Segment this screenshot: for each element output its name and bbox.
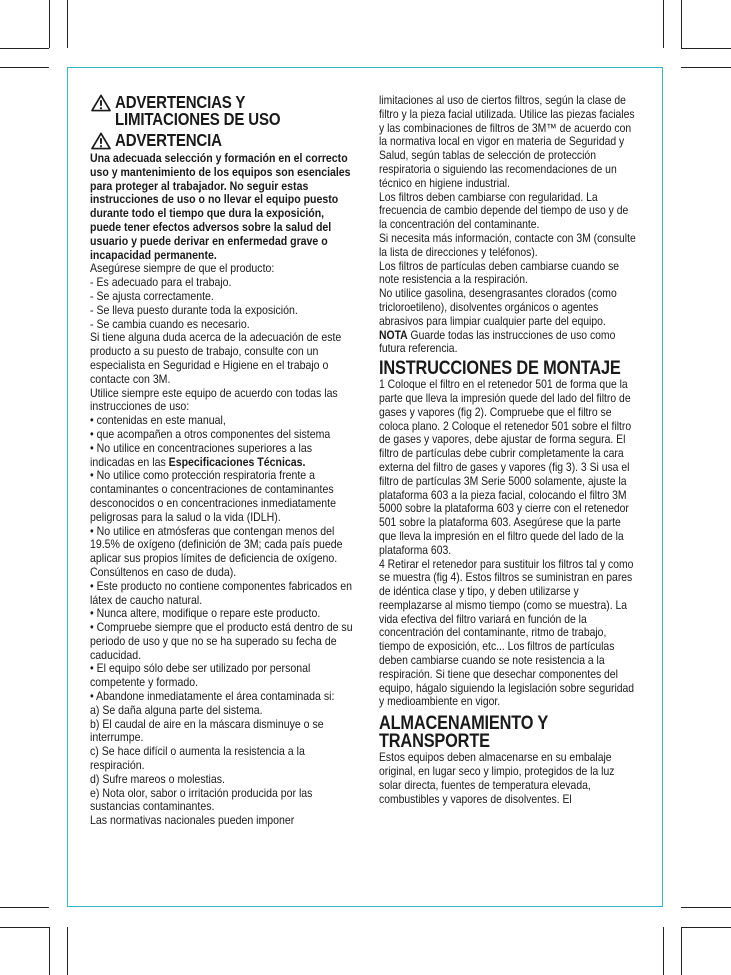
paragraph: Los filtros de partículas deben cambiarse cuando se note resistencia a la respiración.	[379, 258, 620, 287]
list-item: • No utilice en atmósferas que contengan menos del 19.5% de oxígeno (definición de 3M; cada país puede aplicar sus propios límites de deficiencia de oxígeno. Consúltenos en caso de duda).	[90, 523, 343, 579]
note-paragraph	[379, 329, 638, 357]
list-item: e) Nota olor, sabor o irritación producida por las sustancias contaminantes.	[90, 785, 313, 814]
list-item: • Este producto no contiene componentes fabricados en látex de caucho natural.	[90, 578, 353, 607]
crop-mark	[0, 48, 49, 49]
paragraph: Si tiene alguna duda acerca de la adecuación de este producto a su puesto de trabajo, consulte con un especialista en Seguridad e Higiene en el trabajo o contacte con 3M.	[90, 330, 342, 386]
list-item	[90, 442, 354, 470]
list-item: • que acompañen a otros componentes del sistema	[90, 426, 331, 441]
list-item: - Se ajusta correctamente.	[90, 288, 214, 303]
crop-mark	[681, 927, 682, 975]
crop-mark	[0, 927, 49, 928]
list-item: d) Sufre mareos o molestias.	[90, 771, 225, 786]
paragraph: Utilice siempre este equipo de acuerdo con todas las instrucciones de uso:	[90, 385, 338, 414]
crop-mark	[681, 0, 682, 48]
list-item: • contenidas en este manual,	[90, 413, 226, 428]
crop-mark	[663, 0, 664, 48]
section-warnings-header	[90, 94, 354, 128]
left-column	[90, 94, 354, 828]
crop-mark	[663, 927, 664, 975]
crop-mark	[67, 0, 68, 48]
list-item: - Es adecuado para el trabajo.	[90, 275, 232, 290]
list-item: a) Se daña alguna parte del sistema.	[90, 702, 263, 717]
paragraph: No utilice gasolina, desengrasantes clorados (como tricloroetileno), disolventes orgánicos o agentes abrasivos para limpiar cualquier parte del equipo.	[379, 286, 617, 328]
list-item: c) Se hace difícil o aumenta la resistencia a la respiración.	[90, 744, 305, 773]
paragraph: limitaciones al uso de ciertos filtros, según la clase de filtro y la pieza facial utilizada. Utilice las piezas faciales y las combinaciones de filtros de 3M™ de acuerdo con la normativa local en vigor en materia de Seguridad y Salud, según tablas de selección de protección respiratoria o siguiendo las recomendaciones de un técnico en higiene industrial.	[379, 93, 635, 190]
paragraph: 4 Retirar el retenedor para sustituir los filtros tal y como se muestra (fig 4). Estos filtros se suministran en pares de idéntica clase y tipo, y deben utilizarse y reemplazarse al mismo tiempo (como se muestra). La vida efectiva del filtro variará en función de la concentración del contaminante, ritmo de trabajo, tiempo de exposición, etc... Los filtros de partículas deben cambiarse cuando se note resistencia a la respiración. Si tiene que desechar componentes del equipo, hágalo siguiendo la legislación sobre seguridad y medioambiente en vigor.	[379, 556, 635, 709]
crop-mark	[681, 907, 731, 908]
note-text: Guarde todas las instrucciones de uso como futura referencia.	[379, 327, 616, 356]
paragraph: Asegúrese siempre de que el producto:	[90, 261, 275, 276]
list-item: - Se lleva puesto durante toda la exposición.	[90, 302, 298, 317]
section-title-warnings: ADVERTENCIAS Y LIMITACIONES DE USO	[115, 92, 281, 129]
crop-mark	[49, 0, 50, 48]
crop-mark	[0, 67, 49, 68]
list-item-text: • No utilice en concentraciones superiores a las indicadas en las	[90, 440, 313, 469]
crop-mark	[681, 927, 731, 928]
crop-mark	[49, 927, 50, 975]
warning-label-row	[90, 132, 354, 150]
list-item: • Compruebe siempre que el producto está dentro de su periodo de uso y que no se ha superado su fecha de caducidad.	[90, 620, 353, 662]
list-item: • El equipo sólo debe ser utilizado por personal competente y formado.	[90, 661, 311, 690]
list-item: • Nunca altere, modifique o repare este producto.	[90, 606, 321, 621]
paragraph: Si necesita más información, contacte con 3M (consulte la lista de direcciones y teléfonos).	[379, 230, 636, 259]
warning-triangle-icon	[90, 94, 112, 112]
warning-triangle-icon	[90, 132, 112, 150]
crop-mark	[681, 67, 731, 68]
right-column	[379, 94, 637, 806]
warning-body: Una adecuada selección y formación en el correcto uso y mantenimiento de los equipos son esenciales para proteger al trabajador. No seguir estas instrucciones de uso o no llevar el equipo puesto durante todo el tiempo que dura la exposición, puede tener efectos adversos sobre la salud del usuario y puede derivar en enfermedad grave o incapacidad permanente.	[90, 151, 351, 262]
crop-mark	[67, 927, 68, 975]
paragraph: 1 Coloque el filtro en el retenedor 501 de forma que la parte que lleva la impresión quede del lado del filtro de gases y vapores (fig 2). Compruebe que el filtro se coloca plano. 2 Coloque el retenedor 501 sobre el filtro de gases y vapores, debe ajustar de forma segura. El filtro de partículas debe cubrir completamente la cara externa del filtro de gases y vapores (fig 3). 3 Si usa el filtro de partículas 3M Serie 5000 solamente, ajuste la plataforma 603 a la pieza facial, colocando el filtro 3M 5000 sobre la plataforma 603 y cierre con el retenedor 501 sobre la plataforma 603. Asegúrese que la parte que lleva la impresión en el filtro quede del lado de la plataforma 603.	[379, 377, 632, 557]
crop-mark	[0, 907, 49, 908]
section-title-storage: ALMACENAMIENTO Y TRANSPORTE	[379, 713, 548, 753]
list-item: b) El caudal de aire en la máscara disminuye o se interrumpe.	[90, 716, 324, 745]
crop-mark	[681, 48, 731, 49]
note-label: NOTA	[379, 327, 408, 342]
list-item: • Abandone inmediatamente el área contaminada si:	[90, 689, 335, 704]
paragraph: Las normativas nacionales pueden imponer	[90, 813, 295, 828]
paragraph: Los filtros deben cambiarse con regularidad. La frecuencia de cambio depende del tiempo de uso y de la concentración del contaminante.	[379, 189, 629, 232]
list-item: • No utilice como protección respiratoria frente a contaminantes o concentraciones de contaminantes desconocidos o en concentraciones inmediatamente peligrosas para la salud o la vida (IDLH).	[90, 468, 336, 524]
list-item: - Se cambia cuando es necesario.	[90, 316, 250, 331]
warning-label: ADVERTENCIA	[115, 130, 222, 150]
paragraph: Estos equipos deben almacenarse en su embalaje original, en lugar seco y limpio, protegidos de la luz solar directa, fuentes de temperatura elevada, combustibles y vapores de disolventes. El	[379, 750, 615, 806]
spec-reference: Especificaciones Técnicas.	[168, 454, 306, 469]
section-title-assembly: INSTRUCCIONES DE MONTAJE	[379, 358, 621, 380]
